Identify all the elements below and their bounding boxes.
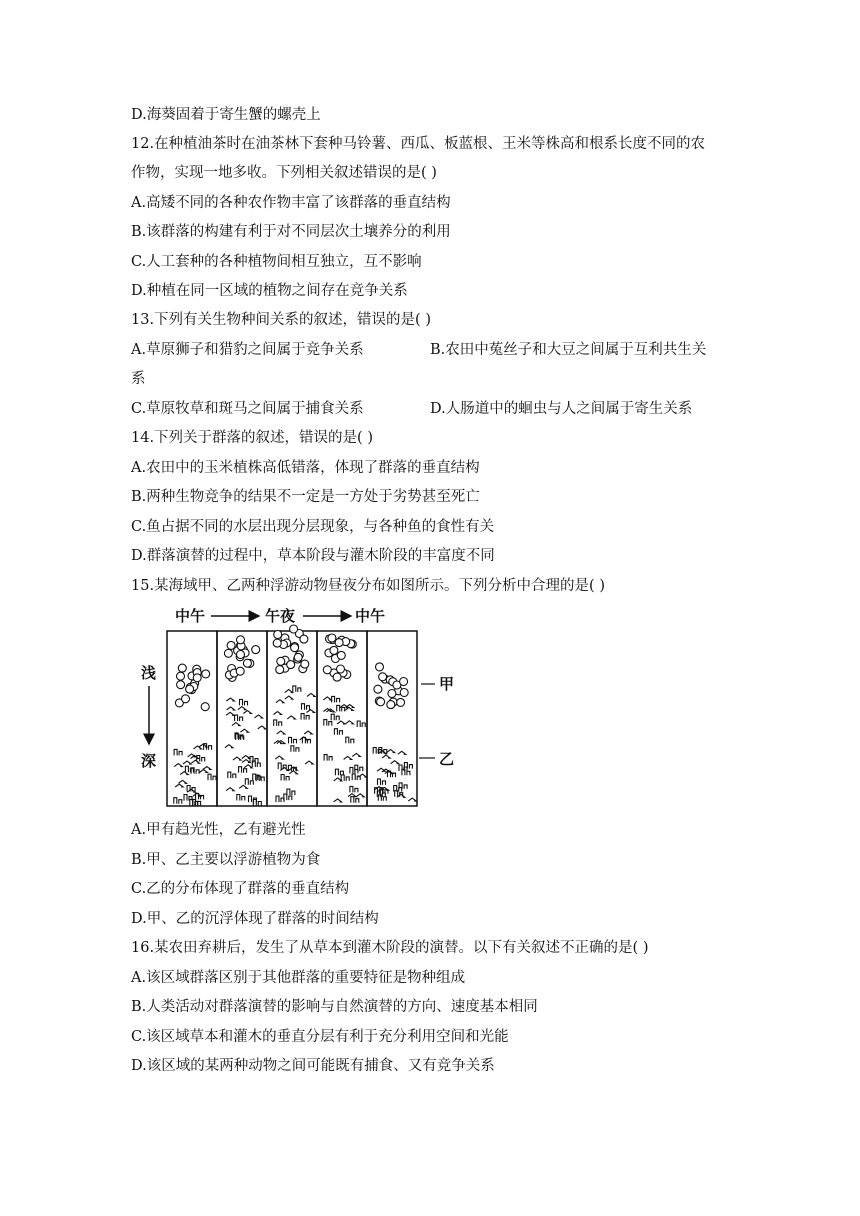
species-a-dot	[337, 651, 345, 659]
q15-stem: 15.某海域甲、乙两种浮游动物昼夜分布如图所示。下列分析中合理的是( )	[131, 578, 605, 594]
species-b-mark	[174, 798, 182, 804]
q14-option-c: C.鱼占据不同的水层出现分层现象，与各种鱼的食性有关	[131, 519, 495, 535]
q16-option-a: A.该区域群落区别于其他群落的重要特征是物种组成	[131, 970, 466, 986]
species-b-mark	[304, 731, 312, 734]
species-b-mark	[226, 788, 234, 791]
species-b-mark	[289, 737, 297, 743]
species-a-dot	[330, 646, 338, 654]
label-species-b: 乙	[439, 750, 455, 768]
species-b-mark	[350, 786, 358, 792]
species-b-mark	[185, 766, 193, 772]
species-b-mark	[334, 729, 342, 735]
species-b-mark	[227, 707, 235, 710]
species-b-mark	[398, 751, 406, 754]
species-b-mark	[324, 720, 332, 726]
plankton-distribution-figure	[131, 606, 471, 811]
species-a-dot	[236, 667, 244, 675]
q16-stem: 16.某农田弃耕后，发生了从草本到灌木阶段的演替。以下有关叙述不正确的是( )	[131, 940, 649, 956]
species-b-mark	[277, 731, 285, 734]
species-a-dot	[252, 646, 260, 654]
panel-5	[367, 631, 417, 806]
species-b-mark	[180, 772, 188, 775]
species-b-mark	[341, 775, 349, 781]
species-b-mark	[226, 712, 234, 715]
species-b-mark	[242, 756, 250, 759]
q13-option-d: D.人肠道中的蛔虫与人之间属于寄生关系	[430, 401, 693, 417]
species-b-mark	[276, 796, 284, 802]
species-b-mark	[301, 714, 309, 720]
species-b-mark	[287, 789, 295, 795]
species-a-dot	[274, 631, 282, 639]
q14-stem: 14.下列关于群落的叙述，错误的是( )	[131, 430, 373, 446]
species-a-dot	[202, 670, 210, 678]
species-b-mark	[203, 767, 211, 770]
species-b-mark	[351, 797, 359, 803]
species-a-dot	[193, 674, 201, 682]
species-b-mark	[226, 698, 234, 701]
species-b-mark	[242, 760, 250, 763]
species-a-dot	[301, 660, 309, 668]
species-b-mark	[346, 737, 354, 743]
q15-option-b: B.甲、乙主要以浮游植物为食	[131, 852, 321, 868]
label-midnight: 午夜	[265, 607, 296, 625]
species-b-mark	[378, 779, 386, 785]
species-b-mark	[179, 780, 187, 783]
species-a-dot	[182, 695, 190, 703]
label-shallow: 浅	[141, 664, 157, 682]
species-a-dot	[177, 672, 185, 680]
species-b-mark	[334, 778, 342, 781]
species-b-mark	[193, 799, 201, 805]
species-b-mark	[274, 712, 282, 715]
species-b-mark	[190, 799, 198, 805]
species-a-dot	[276, 666, 284, 674]
species-b-mark	[356, 794, 364, 797]
q11-option-d: D.海葵固着于寄生蟹的螺壳上	[131, 107, 321, 123]
q12-option-c: C.人工套种的各种植物间相互独立，互不影响	[131, 254, 422, 270]
species-b-mark	[243, 711, 251, 714]
species-a-dot	[323, 666, 331, 674]
q16-option-c: C.该区域草本和灌木的垂直分层有利于充分利用空间和光能	[131, 1029, 509, 1045]
species-a-dot	[177, 681, 185, 689]
label-species-a: 甲	[439, 675, 455, 693]
species-b-mark	[232, 723, 240, 726]
species-a-dot	[337, 665, 345, 673]
q13-option-c: C.草原牧草和斑马之间属于捕食关系	[131, 401, 364, 417]
species-b-mark	[274, 720, 282, 726]
species-b-mark	[228, 772, 236, 778]
species-b-mark	[244, 765, 252, 768]
species-b-mark	[187, 789, 195, 792]
q12-stem-line-2: 作物，实现一地多收。下列相关叙述错误的是( )	[131, 165, 437, 181]
species-b-mark	[287, 716, 295, 719]
species-a-dot	[400, 689, 408, 697]
species-b-mark	[307, 710, 315, 713]
species-a-dot	[335, 639, 343, 647]
q13-stem: 13.下列有关生物种间关系的叙述，错误的是( )	[131, 312, 431, 328]
species-a-dot	[224, 649, 232, 657]
species-b-mark	[404, 763, 412, 769]
q13-option-b: B.农田中菟丝子和大豆之间属于互利共生关	[430, 342, 707, 358]
species-b-mark	[233, 757, 241, 760]
species-b-mark	[387, 750, 395, 753]
species-b-mark	[276, 700, 284, 703]
species-b-mark	[240, 699, 248, 705]
species-b-mark	[332, 696, 340, 702]
species-a-dot	[227, 641, 235, 649]
species-b-mark	[250, 757, 258, 763]
species-b-mark	[302, 704, 310, 710]
species-b-mark	[285, 696, 293, 699]
species-b-mark	[324, 755, 332, 761]
panel-1	[167, 631, 217, 806]
q12-option-b: B.该群落的构建有利于对不同层次土壤养分的利用	[131, 224, 451, 240]
species-b-mark	[174, 749, 182, 755]
species-b-mark	[281, 775, 289, 781]
species-a-dot	[178, 664, 186, 672]
species-a-dot	[237, 636, 245, 644]
species-a-dot	[377, 698, 385, 706]
species-a-dot	[237, 651, 245, 659]
species-b-mark	[199, 744, 207, 747]
species-b-mark	[408, 798, 416, 801]
species-b-mark	[307, 693, 315, 696]
species-b-mark	[291, 746, 299, 752]
species-a-dot	[291, 644, 299, 652]
species-a-dot	[277, 657, 285, 665]
species-b-mark	[275, 756, 283, 759]
species-b-mark	[255, 715, 263, 718]
species-b-mark	[204, 744, 212, 750]
q15-option-c: C.乙的分布体现了群落的垂直结构	[131, 881, 350, 897]
species-b-mark	[253, 800, 261, 806]
species-b-mark	[352, 753, 360, 756]
species-b-mark	[305, 761, 313, 764]
q12-option-a: A.高矮不同的各种农作物丰富了该群落的垂直结构	[131, 195, 451, 211]
species-a-dot	[273, 639, 281, 647]
species-a-dot	[400, 678, 408, 686]
species-b-mark	[284, 794, 292, 800]
species-b-mark	[323, 697, 331, 700]
species-a-dot	[201, 703, 209, 711]
species-b-mark	[240, 729, 248, 732]
species-b-mark	[335, 769, 343, 775]
species-a-dot	[376, 663, 384, 671]
species-b-mark	[350, 767, 358, 773]
label-noon-1: 中午	[175, 607, 206, 625]
species-b-mark	[337, 705, 345, 711]
q15-option-d: D.甲、乙的沉浮体现了群落的时间结构	[131, 911, 379, 927]
species-b-mark	[245, 779, 253, 785]
species-b-mark	[237, 795, 245, 801]
species-b-mark	[238, 707, 246, 710]
q16-option-d: D.该区域的某两种动物之间可能既有捕食、又有竞争关系	[131, 1058, 495, 1074]
species-a-dot	[186, 685, 194, 693]
q14-option-d: D.群落演替的过程中，草本阶段与灌木阶段的丰富度不同	[131, 548, 495, 564]
q15-option-a: A.甲有趋光性，乙有避光性	[131, 822, 306, 838]
time-panels	[167, 631, 417, 806]
species-b-mark	[357, 721, 365, 727]
species-b-mark	[293, 686, 301, 692]
q14-option-b: B.两种生物竞争的结果不一定是一方处于劣势甚至死亡	[131, 489, 480, 505]
label-noon-2: 中午	[355, 607, 386, 625]
q13-option-b-continued: 系	[131, 371, 146, 387]
q12-option-d: D.种植在同一区域的植物之间存在竞争关系	[131, 283, 408, 299]
species-b-mark	[355, 765, 363, 771]
species-b-mark	[285, 690, 293, 693]
species-b-mark	[188, 754, 196, 757]
species-b-mark	[334, 799, 342, 802]
q14-option-a: A.农田中的玉米植株高低错落，体现了群落的垂直结构	[131, 460, 480, 476]
q13-option-a: A.草原狮子和猎豹之间属于竞争关系	[131, 342, 364, 358]
q12-stem-line-1: 12.在种植油茶时在油茶林下套种马铃薯、西瓜、板蓝根、王米等株高和根系长度不同的农	[131, 136, 706, 152]
species-b-mark	[239, 767, 247, 773]
species-a-dot	[397, 698, 405, 706]
species-a-dot	[328, 634, 336, 642]
species-a-dot	[290, 625, 298, 633]
species-b-mark	[235, 715, 243, 721]
species-b-mark	[258, 726, 266, 729]
species-b-mark	[331, 714, 339, 720]
species-b-mark	[174, 764, 182, 767]
species-b-mark	[208, 774, 216, 780]
species-b-mark	[345, 721, 353, 724]
species-b-mark	[391, 761, 399, 764]
species-b-mark	[175, 784, 183, 787]
species-b-mark	[199, 770, 207, 773]
species-b-mark	[300, 737, 308, 740]
species-a-dot	[388, 690, 396, 698]
species-b-mark	[382, 755, 390, 758]
species-a-dot	[374, 685, 382, 693]
species-a-dot	[379, 673, 387, 681]
species-b-mark	[344, 756, 352, 759]
species-a-dot	[294, 653, 302, 661]
species-b-mark	[183, 761, 191, 764]
species-b-mark	[191, 760, 199, 763]
species-a-dot	[387, 701, 395, 709]
species-b-mark	[399, 765, 407, 771]
species-a-dot	[300, 635, 308, 643]
species-a-dot	[287, 661, 295, 669]
label-deep: 深	[141, 752, 157, 770]
species-a-dot	[333, 673, 341, 681]
species-b-mark	[337, 721, 345, 724]
species-a-dot	[243, 659, 251, 667]
species-b-mark	[402, 769, 410, 775]
species-b-mark	[225, 745, 233, 748]
q16-option-b: B.人类活动对群落演替的影响与自然演替的方向、速度基本相同	[131, 999, 538, 1015]
species-b-mark	[239, 785, 247, 788]
